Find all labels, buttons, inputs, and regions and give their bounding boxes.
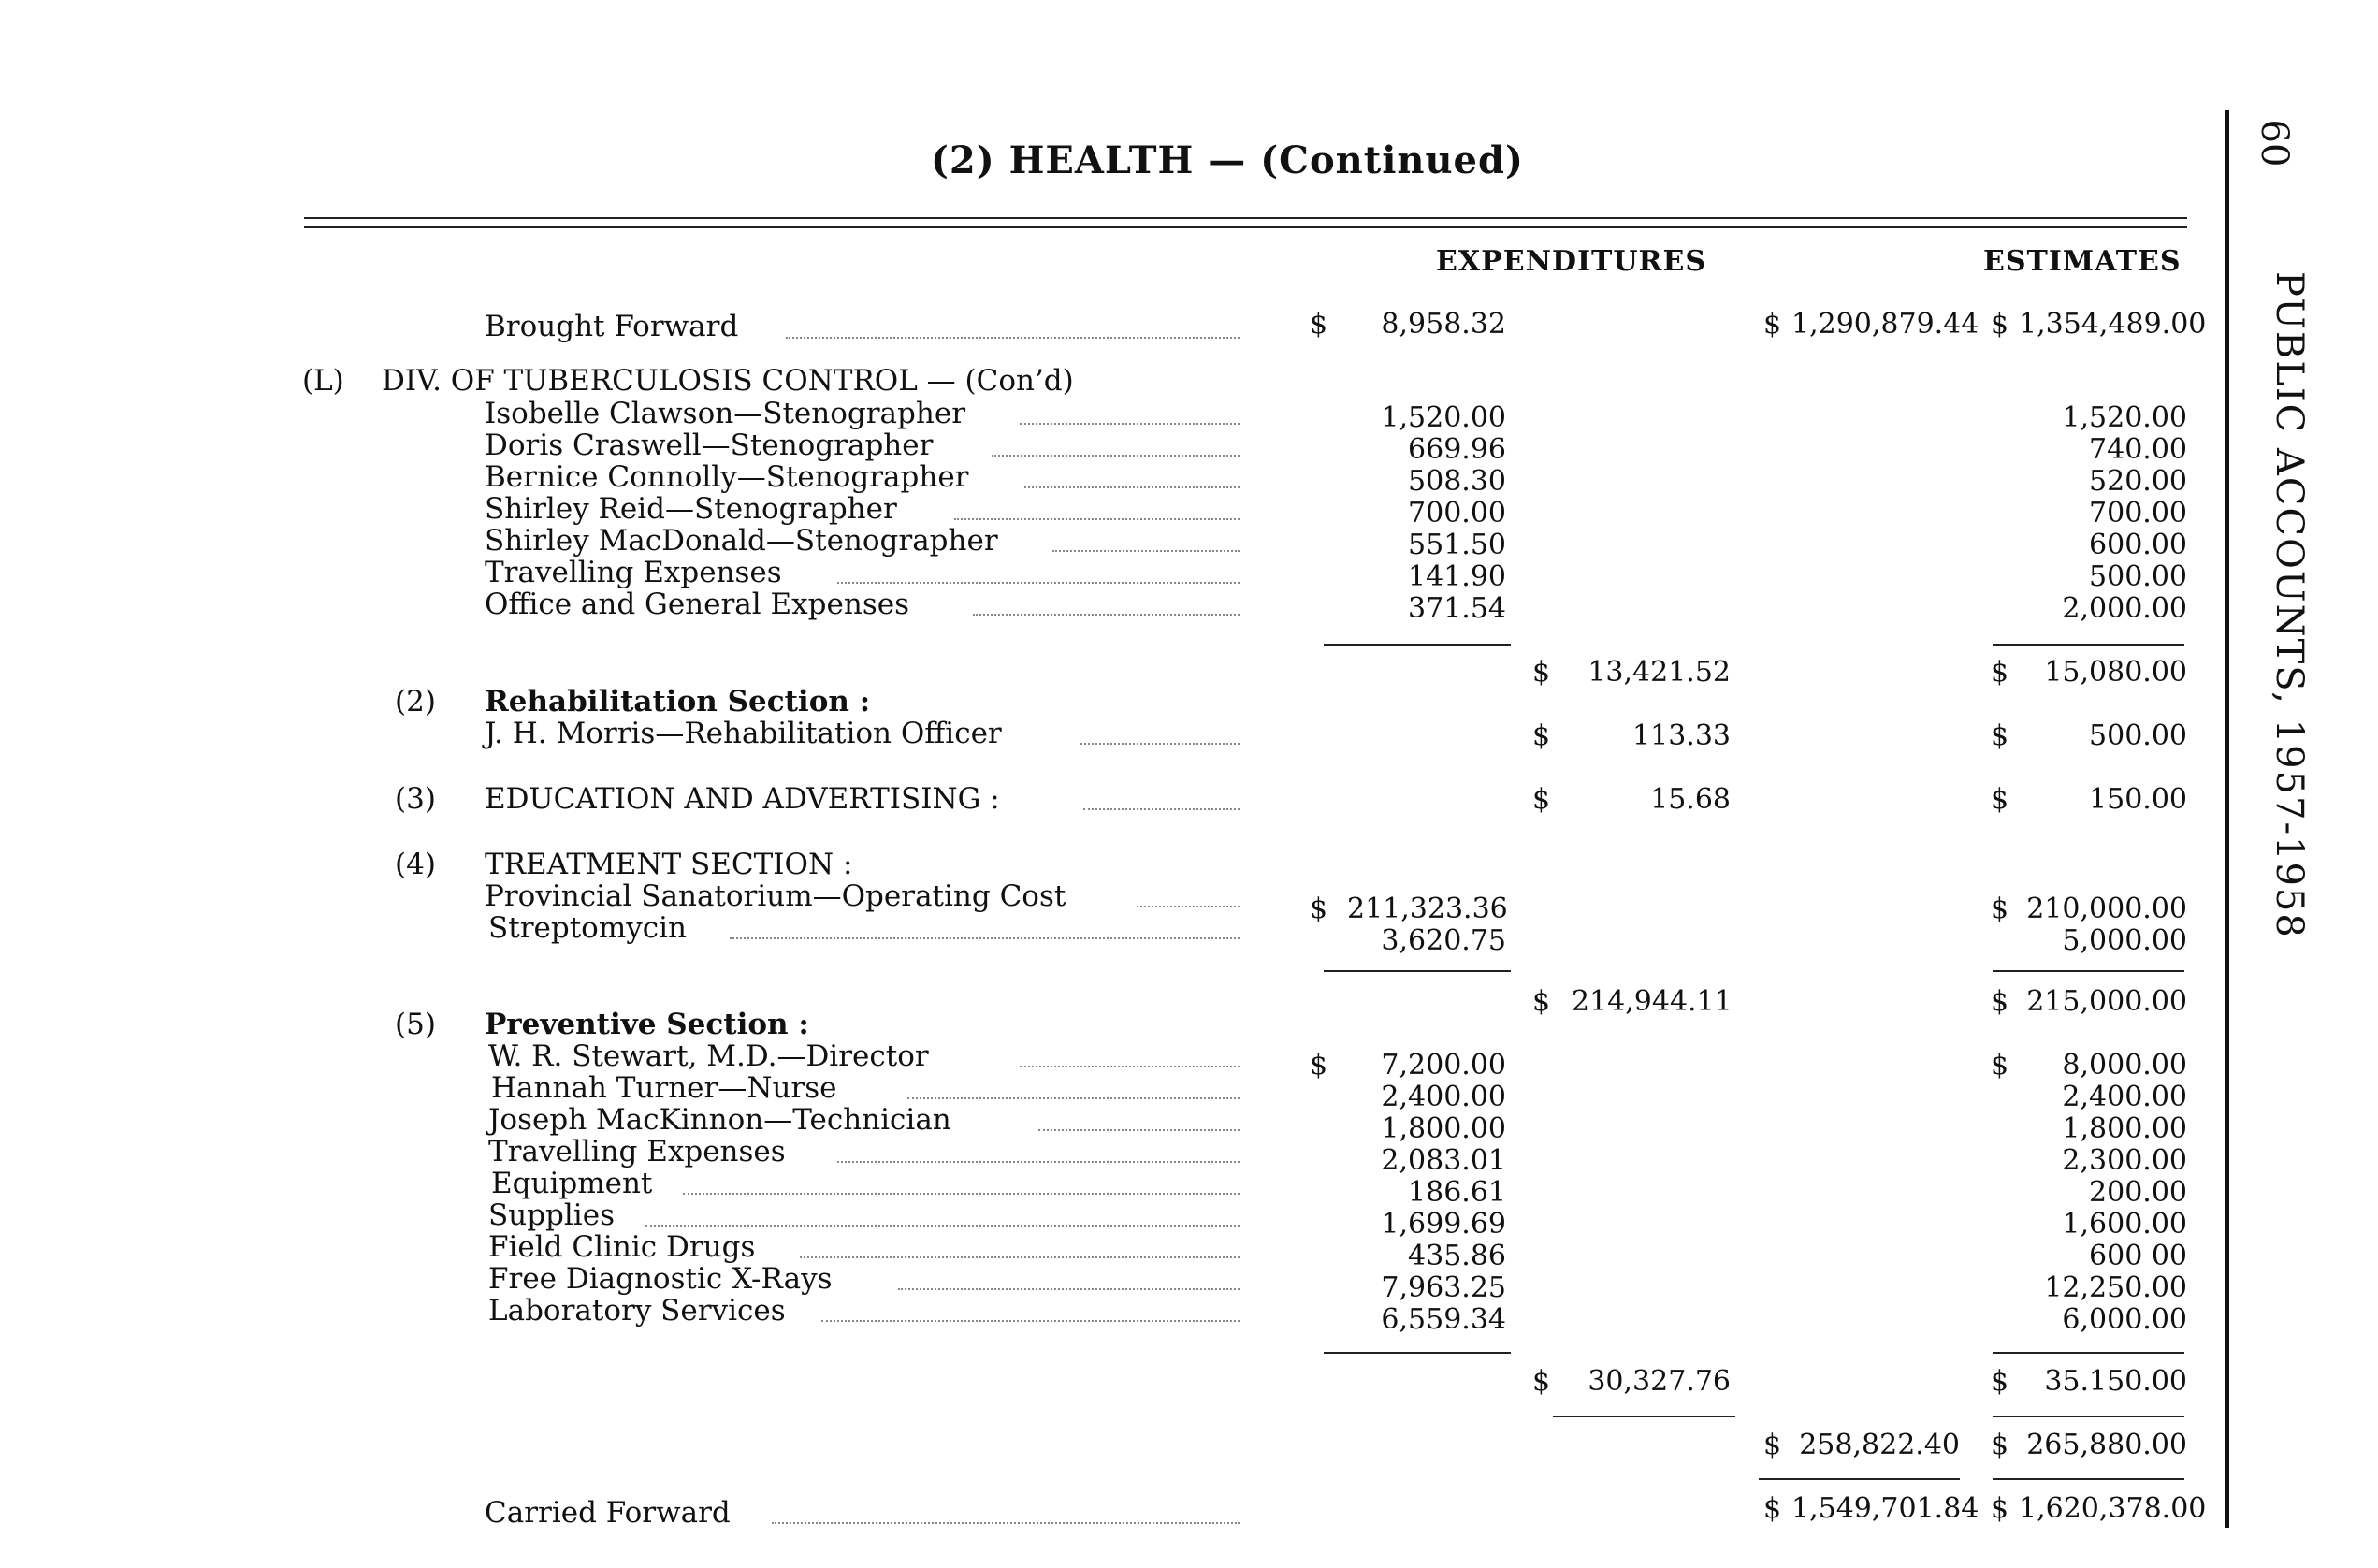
- leader-dots: [1024, 485, 1240, 488]
- leader-dots: [973, 612, 1240, 616]
- section-number: (3): [395, 782, 436, 816]
- division-heading: DIV. OF TUBERCULOSIS CONTROL — (Con’d): [382, 364, 1074, 398]
- line-item-exp: 2,400.00: [1381, 1081, 1506, 1113]
- carried-forward-exp: 1,549,701.84: [1791, 1492, 1979, 1525]
- side-heading: [2255, 271, 2329, 1160]
- line-item-label: Free Diagnostic X-Rays: [488, 1262, 833, 1296]
- line-item-est: 600 00: [2089, 1240, 2187, 1272]
- section-number: (5): [395, 1008, 436, 1041]
- leader-dots: [683, 1191, 1240, 1195]
- line-item-label: Shirley MacDonald—Stenographer: [485, 524, 998, 558]
- page-title: (2) HEALTH — (Continued): [931, 138, 1524, 182]
- currency-sign: $: [1763, 308, 1782, 341]
- line-item-label: Streptomycin: [488, 911, 687, 945]
- line-item-label: Travelling Expenses: [485, 556, 782, 589]
- line-item-est: 700.00: [2089, 497, 2187, 530]
- line-item-label: Field Clinic Drugs: [488, 1230, 756, 1264]
- header-rule-top: [304, 217, 2187, 219]
- line-item-label: Bernice Connolly—Stenographer: [485, 460, 969, 494]
- sum-rule: [1324, 1352, 1511, 1354]
- line-item-exp: 1,800.00: [1381, 1112, 1506, 1145]
- margin-rule: [2225, 110, 2229, 1528]
- sum-rule: [1993, 970, 2184, 972]
- currency-sign: $: [1532, 719, 1551, 752]
- line-item-est: 2,300.00: [2062, 1144, 2187, 1177]
- line-item-est: 210,000.00: [2026, 893, 2187, 925]
- line-item-exp: 15.68: [1650, 783, 1731, 816]
- division-total-est: 265,880.00: [2026, 1429, 2187, 1461]
- line-item-label: Office and General Expenses: [485, 588, 909, 621]
- sum-rule: [1553, 1416, 1735, 1417]
- subtotal-est: 215,000.00: [2026, 985, 2187, 1018]
- line-item-est: 12,250.00: [2044, 1271, 2187, 1304]
- sum-rule: [1324, 970, 1511, 972]
- line-item-exp: 700.00: [1408, 497, 1506, 530]
- division-code: (L): [302, 364, 344, 398]
- leader-dots: [800, 1255, 1240, 1258]
- sum-rule: [1993, 1416, 2184, 1417]
- line-item-exp: 7,963.25: [1381, 1271, 1506, 1304]
- brought-forward-total: 1,290,879.44: [1791, 308, 1979, 341]
- sum-rule: [1993, 1478, 2184, 1480]
- currency-sign: $: [1310, 1049, 1328, 1082]
- line-item-exp: 3,620.75: [1381, 924, 1506, 957]
- currency-sign: $: [1763, 1429, 1782, 1461]
- sum-rule: [1993, 644, 2184, 646]
- line-item-est: 600.00: [2089, 529, 2187, 561]
- line-item-est: 2,400.00: [2062, 1081, 2187, 1113]
- leader-dots: [1020, 421, 1240, 425]
- line-item-label: Laboratory Services: [488, 1294, 786, 1328]
- side-heading-text: PUBLIC ACCOUNTS, 1957-1958: [2268, 271, 2311, 939]
- line-item-est: 1,520.00: [2062, 401, 2187, 434]
- currency-sign: $: [1991, 719, 2009, 752]
- leader-dots: [730, 936, 1240, 939]
- line-item-est: 1,800.00: [2062, 1112, 2187, 1145]
- section-heading: Rehabilitation Section :: [485, 685, 871, 719]
- line-item-exp: 1,520.00: [1381, 401, 1506, 434]
- line-item-exp: 7,200.00: [1381, 1049, 1506, 1082]
- carried-forward-est: 1,620,378.00: [2019, 1492, 2207, 1525]
- leader-dots: [772, 1520, 1240, 1524]
- currency-sign: $: [1310, 308, 1328, 341]
- leader-dots: [821, 1318, 1240, 1322]
- column-head-expenditures: EXPENDITURES: [1436, 245, 1706, 278]
- currency-sign: $: [1991, 1049, 2009, 1082]
- sum-rule: [1759, 1478, 1960, 1480]
- currency-sign: $: [1532, 985, 1551, 1018]
- line-item-est: 150.00: [2089, 783, 2187, 816]
- line-item-est: 500.00: [2089, 719, 2187, 752]
- line-item-est: 520.00: [2089, 465, 2187, 498]
- currency-sign: $: [1532, 656, 1551, 689]
- column-head-estimates: ESTIMATES: [1983, 245, 2182, 278]
- sum-rule: [1993, 1352, 2184, 1354]
- leader-dots: [645, 1223, 1240, 1227]
- carried-forward-label: Carried Forward: [485, 1496, 731, 1530]
- currency-sign: $: [1310, 893, 1328, 925]
- line-item-label: W. R. Stewart, M.D.—Director: [488, 1039, 929, 1073]
- leader-dots: [1137, 904, 1240, 907]
- line-item-label: Supplies: [488, 1198, 615, 1232]
- line-item-exp: 141.90: [1408, 560, 1506, 593]
- line-item-exp: 551.50: [1408, 529, 1506, 561]
- section-number: (2): [395, 685, 436, 719]
- line-item-est: 8,000.00: [2062, 1049, 2187, 1082]
- division-total-exp: 258,822.40: [1799, 1429, 1960, 1461]
- currency-sign: $: [1763, 1492, 1782, 1525]
- section-heading: Preventive Section :: [485, 1008, 809, 1041]
- currency-sign: $: [1991, 1365, 2009, 1398]
- subtotal-exp: 13,421.52: [1588, 656, 1731, 689]
- leader-dots: [786, 335, 1240, 339]
- subtotal-exp: 214,944.11: [1572, 985, 1733, 1018]
- currency-sign: $: [1991, 1492, 2009, 1525]
- leader-dots: [907, 1096, 1240, 1099]
- line-item-est: 2,000.00: [2062, 592, 2187, 625]
- leader-dots: [1038, 1127, 1240, 1131]
- leader-dots: [954, 516, 1240, 520]
- leader-dots: [1080, 741, 1240, 745]
- currency-sign: $: [1991, 1429, 2009, 1461]
- subtotal-est: 15,080.00: [2044, 656, 2187, 689]
- line-item-exp: 113.33: [1632, 719, 1731, 752]
- line-item-est: 200.00: [2089, 1176, 2187, 1209]
- line-item-label: Isobelle Clawson—Stenographer: [485, 397, 966, 430]
- section-heading: EDUCATION AND ADVERTISING :: [485, 782, 1000, 816]
- line-item-est: 740.00: [2089, 433, 2187, 466]
- brought-forward-exp: 8,958.32: [1381, 308, 1506, 341]
- line-item-label: J. H. Morris—Rehabilitation Officer: [485, 717, 1002, 750]
- leader-dots: [1083, 806, 1240, 810]
- line-item-label: Provincial Sanatorium—Operating Cost: [485, 879, 1066, 913]
- line-item-est: 1,600.00: [2062, 1208, 2187, 1241]
- leader-dots: [837, 1159, 1240, 1163]
- line-item-label: Shirley Reid—Stenographer: [485, 492, 897, 526]
- line-item-exp: 211,323.36: [1347, 893, 1508, 925]
- currency-sign: $: [1532, 783, 1551, 816]
- section-number: (4): [395, 848, 436, 881]
- line-item-label: Travelling Expenses: [488, 1135, 786, 1169]
- leader-dots: [1020, 1064, 1240, 1067]
- leader-dots: [898, 1286, 1240, 1290]
- currency-sign: $: [1991, 656, 2009, 689]
- currency-sign: $: [1991, 985, 2009, 1018]
- subtotal-est: 35.150.00: [2044, 1365, 2187, 1398]
- line-item-est: 500.00: [2089, 560, 2187, 593]
- line-item-label: Hannah Turner—Nurse: [491, 1071, 837, 1105]
- page-number: 60: [2253, 119, 2296, 167]
- line-item-exp: 435.86: [1408, 1240, 1506, 1272]
- line-item-label: Joseph MacKinnon—Technician: [488, 1103, 951, 1137]
- leader-dots: [992, 453, 1240, 457]
- line-item-exp: 1,699.69: [1381, 1208, 1506, 1241]
- section-heading: TREATMENT SECTION :: [485, 848, 853, 881]
- line-item-est: 5,000.00: [2062, 924, 2187, 957]
- brought-forward-label: Brought Forward: [485, 310, 739, 343]
- currency-sign: $: [1991, 308, 2009, 341]
- currency-sign: $: [1991, 893, 2009, 925]
- line-item-exp: 508.30: [1408, 465, 1506, 498]
- currency-sign: $: [1532, 1365, 1551, 1398]
- sum-rule: [1324, 644, 1511, 646]
- line-item-exp: 6,559.34: [1381, 1303, 1506, 1336]
- line-item-label: Doris Craswell—Stenographer: [485, 428, 934, 462]
- leader-dots: [837, 580, 1240, 584]
- line-item-exp: 371.54: [1408, 592, 1506, 625]
- line-item-exp: 2,083.01: [1381, 1144, 1506, 1177]
- currency-sign: $: [1991, 783, 2009, 816]
- brought-forward-est: 1,354,489.00: [2019, 308, 2207, 341]
- line-item-est: 6,000.00: [2062, 1303, 2187, 1336]
- subtotal-exp: 30,327.76: [1588, 1365, 1731, 1398]
- leader-dots: [1052, 548, 1240, 552]
- line-item-label: Equipment: [491, 1167, 653, 1200]
- line-item-exp: 186.61: [1408, 1176, 1506, 1209]
- line-item-exp: 669.96: [1408, 433, 1506, 466]
- header-rule-bottom: [304, 226, 2187, 228]
